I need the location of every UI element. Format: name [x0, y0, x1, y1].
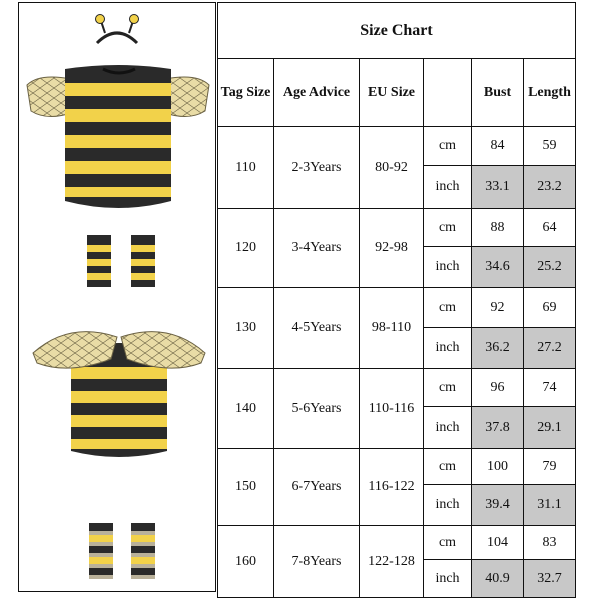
- unit-cm-cell: cm: [424, 127, 472, 166]
- unit-inch-cell: inch: [424, 485, 472, 526]
- size-chart-title: Size Chart: [218, 3, 576, 59]
- age-advice-cell: 4-5Years: [274, 288, 360, 369]
- bust-inch-cell: 34.6: [472, 247, 524, 288]
- eu-size-cell: 116-122: [360, 449, 424, 526]
- unit-header: [424, 59, 472, 127]
- tag-size-cell: 130: [218, 288, 274, 369]
- bust-cm-cell: 88: [472, 209, 524, 247]
- tag-size-cell: 140: [218, 369, 274, 449]
- eu-size-cell: 80-92: [360, 127, 424, 209]
- bust-cm-cell: 100: [472, 449, 524, 485]
- length-header: Length: [524, 59, 576, 127]
- age-advice-header: Age Advice: [274, 59, 360, 127]
- tag-size-cell: 160: [218, 526, 274, 598]
- bust-inch-cell: 40.9: [472, 560, 524, 598]
- length-inch-cell: 25.2: [524, 247, 576, 288]
- unit-inch-cell: inch: [424, 247, 472, 288]
- unit-cm-cell: cm: [424, 369, 472, 407]
- unit-cm-cell: cm: [424, 209, 472, 247]
- costume-front-image: [27, 63, 209, 213]
- length-cm-cell: 59: [524, 127, 576, 166]
- bust-cm-cell: 92: [472, 288, 524, 328]
- size-chart-table: [217, 2, 576, 598]
- age-advice-cell: 3-4Years: [274, 209, 360, 288]
- unit-inch-cell: inch: [424, 166, 472, 209]
- age-advice-cell: 5-6Years: [274, 369, 360, 449]
- length-cm-cell: 69: [524, 288, 576, 328]
- header-row: [218, 59, 576, 127]
- leg-warmers-image: [87, 235, 155, 287]
- bust-inch-cell: 37.8: [472, 407, 524, 449]
- size-row-cm: [218, 449, 576, 485]
- product-illustration: [19, 3, 214, 590]
- length-inch-cell: 27.2: [524, 328, 576, 369]
- eu-size-header: EU Size: [360, 59, 424, 127]
- length-cm-cell: 83: [524, 526, 576, 560]
- age-advice-cell: 7-8Years: [274, 526, 360, 598]
- size-row-cm: [218, 209, 576, 247]
- unit-inch-cell: inch: [424, 407, 472, 449]
- unit-cm-cell: cm: [424, 526, 472, 560]
- unit-cm-cell: cm: [424, 288, 472, 328]
- age-advice-cell: 2-3Years: [274, 127, 360, 209]
- length-cm-cell: 74: [524, 369, 576, 407]
- unit-inch-cell: inch: [424, 560, 472, 598]
- length-inch-cell: 32.7: [524, 560, 576, 598]
- bust-cm-cell: 96: [472, 369, 524, 407]
- antenna-headband-image: [96, 15, 139, 44]
- costume-back-image: [33, 332, 205, 469]
- eu-size-cell: 122-128: [360, 526, 424, 598]
- length-inch-cell: 29.1: [524, 407, 576, 449]
- size-row-cm: [218, 288, 576, 328]
- unit-cm-cell: cm: [424, 449, 472, 485]
- size-row-cm: [218, 526, 576, 560]
- bust-inch-cell: 33.1: [472, 166, 524, 209]
- length-cm-cell: 64: [524, 209, 576, 247]
- bust-inch-cell: 39.4: [472, 485, 524, 526]
- eu-size-cell: 110-116: [360, 369, 424, 449]
- bust-cm-cell: 104: [472, 526, 524, 560]
- bust-cm-cell: 84: [472, 127, 524, 166]
- age-advice-cell: 6-7Years: [274, 449, 360, 526]
- size-row-cm: [218, 369, 576, 407]
- bust-header: Bust: [472, 59, 524, 127]
- sheer-leg-warmers-image: [89, 523, 155, 579]
- size-row-cm: [218, 127, 576, 166]
- bust-inch-cell: 36.2: [472, 328, 524, 369]
- eu-size-cell: 98-110: [360, 288, 424, 369]
- length-cm-cell: 79: [524, 449, 576, 485]
- title-row: [218, 3, 576, 59]
- length-inch-cell: 23.2: [524, 166, 576, 209]
- eu-size-cell: 92-98: [360, 209, 424, 288]
- tag-size-cell: 110: [218, 127, 274, 209]
- tag-size-header: Tag Size: [218, 59, 274, 127]
- tag-size-cell: 120: [218, 209, 274, 288]
- tag-size-cell: 150: [218, 449, 274, 526]
- length-inch-cell: 31.1: [524, 485, 576, 526]
- unit-inch-cell: inch: [424, 328, 472, 369]
- product-image-panel: [18, 2, 216, 592]
